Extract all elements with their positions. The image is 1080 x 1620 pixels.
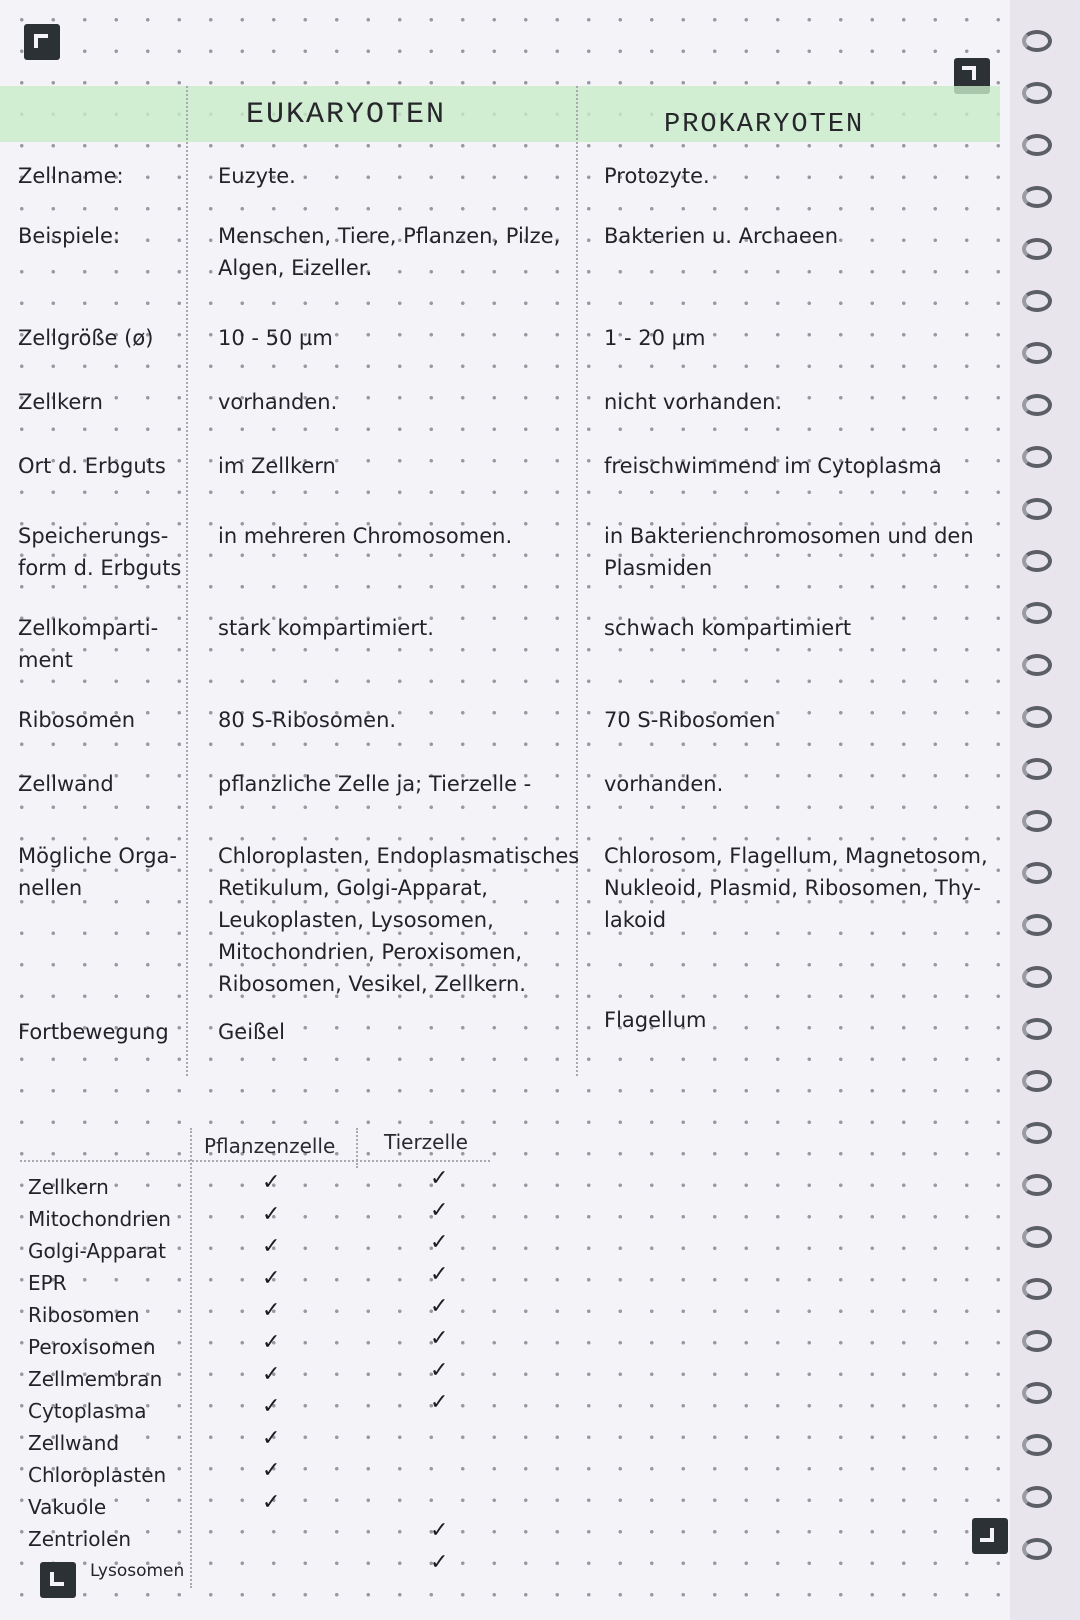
- spiral-ring-icon: [1022, 966, 1052, 988]
- eukaryoten-value: Algen, Eizeller.: [218, 256, 373, 280]
- spiral-ring-icon: [1022, 654, 1052, 676]
- organelle-name: Peroxisomen: [28, 1335, 156, 1359]
- check-mark-icon: ✓: [262, 1330, 281, 1355]
- organelle-table-divider: [190, 1128, 192, 1588]
- check-mark-icon: ✓: [262, 1394, 281, 1419]
- spiral-ring-icon: [1022, 602, 1052, 624]
- row-label: form d. Erbguts: [18, 556, 182, 580]
- check-mark-icon: ✓: [262, 1362, 281, 1387]
- organelle-table-rule: [20, 1160, 490, 1162]
- eukaryoten-value: in mehreren Chromosomen.: [218, 524, 513, 548]
- eukaryoten-value: Ribosomen, Vesikel, Zellkern.: [218, 972, 526, 996]
- eukaryoten-value: 80 S-Ribosomen.: [218, 708, 397, 732]
- check-mark-icon: ✓: [430, 1326, 449, 1351]
- organelle-name: Zentriolen: [28, 1527, 132, 1551]
- eukaryoten-value: Euzyte.: [218, 164, 296, 188]
- row-label: nellen: [18, 876, 83, 900]
- row-label: Beispiele:: [18, 224, 121, 248]
- spiral-ring-icon: [1022, 1018, 1052, 1040]
- eukaryoten-value: Leukoplasten, Lysosomen,: [218, 908, 494, 932]
- prokaryoten-value: Protozyte.: [604, 164, 710, 188]
- check-mark-icon: ✓: [430, 1390, 449, 1415]
- spiral-ring-icon: [1022, 290, 1052, 312]
- check-mark-icon: ✓: [262, 1458, 281, 1483]
- row-label: Ribosomen: [18, 708, 136, 732]
- row-label: Zellwand: [18, 772, 114, 796]
- spiral-ring-icon: [1022, 1382, 1052, 1404]
- column-divider: [186, 86, 188, 1076]
- prokaryoten-value: Bakterien u. Archaeen: [604, 224, 839, 248]
- prokaryoten-value: nicht vorhanden.: [604, 390, 783, 414]
- eukaryoten-value: Retikulum, Golgi-Apparat,: [218, 876, 488, 900]
- row-label: Speicherungs-: [18, 524, 169, 548]
- spiral-ring-icon: [1022, 810, 1052, 832]
- spiral-ring-icon: [1022, 1330, 1052, 1352]
- prokaryoten-value: Chlorosom, Flagellum, Magnetosom,: [604, 844, 988, 868]
- check-mark-icon: ✓: [262, 1202, 281, 1227]
- prokaryoten-value: Flagellum: [604, 1008, 707, 1032]
- spiral-ring-icon: [1022, 1278, 1052, 1300]
- prokaryoten-value: vorhanden.: [604, 772, 724, 796]
- organelle-name: Zellmembran: [28, 1367, 163, 1391]
- spiral-ring-icon: [1022, 1122, 1052, 1144]
- organelle-name: Zellwand: [28, 1431, 120, 1455]
- header-prokaryoten: PROKARYOTEN: [664, 110, 865, 140]
- eukaryoten-value: Mitochondrien, Peroxisomen,: [218, 940, 523, 964]
- check-mark-icon: ✓: [430, 1198, 449, 1223]
- column-divider: [576, 86, 578, 1076]
- spiral-ring-icon: [1022, 1434, 1052, 1456]
- spiral-ring-icon: [1022, 446, 1052, 468]
- row-label: Zellname:: [18, 164, 124, 188]
- prokaryoten-value: schwach kompartimiert: [604, 616, 852, 640]
- eukaryoten-value: 10 - 50 µm: [218, 326, 333, 350]
- spiral-ring-icon: [1022, 82, 1052, 104]
- organelle-name: Golgi-Apparat: [28, 1239, 166, 1263]
- organelle-name: Mitochondrien: [28, 1207, 171, 1231]
- check-mark-icon: ✓: [262, 1170, 281, 1195]
- spiral-ring-icon: [1022, 238, 1052, 260]
- eukaryoten-value: vorhanden.: [218, 390, 338, 414]
- eukaryoten-value: Menschen, Tiere, Pflanzen, Pilze,: [218, 224, 561, 248]
- check-mark-icon: ✓: [430, 1230, 449, 1255]
- prokaryoten-value: freischwimmend im Cytoplasma: [604, 454, 942, 478]
- organelle-name: Ribosomen: [28, 1303, 140, 1327]
- header-eukaryoten: EUKARYOTEN: [246, 98, 447, 132]
- check-mark-icon: ✓: [262, 1234, 281, 1259]
- header-tierzelle: Tierzelle: [384, 1130, 468, 1154]
- organelle-name: Chloroplasten: [28, 1463, 167, 1487]
- eukaryoten-value: pflanzliche Zelle ja; Tierzelle -: [218, 772, 532, 796]
- spiral-ring-icon: [1022, 134, 1052, 156]
- row-label: Zellkern: [18, 390, 103, 414]
- check-mark-icon: ✓: [262, 1266, 281, 1291]
- check-mark-icon: ✓: [430, 1166, 449, 1191]
- check-mark-icon: ✓: [430, 1518, 449, 1543]
- spiral-ring-icon: [1022, 862, 1052, 884]
- organelle-name: EPR: [28, 1271, 67, 1295]
- eukaryoten-value: Geißel: [218, 1020, 286, 1044]
- spiral-ring-icon: [1022, 186, 1052, 208]
- organelle-table-divider: [356, 1128, 358, 1168]
- eukaryoten-value: stark kompartimiert.: [218, 616, 434, 640]
- check-mark-icon: ✓: [430, 1262, 449, 1287]
- spiral-ring-icon: [1022, 706, 1052, 728]
- prokaryoten-value: lakoid: [604, 908, 667, 932]
- row-label: ment: [18, 648, 73, 672]
- row-label: Zellgröße (ø): [18, 326, 154, 350]
- spiral-ring-icon: [1022, 342, 1052, 364]
- row-label: Fortbewegung: [18, 1020, 169, 1044]
- organelle-name: Cytoplasma: [28, 1399, 147, 1423]
- corner-bracket-icon: [972, 1518, 1008, 1554]
- row-label: Zellkomparti-: [18, 616, 159, 640]
- spiral-ring-icon: [1022, 1486, 1052, 1508]
- check-mark-icon: ✓: [430, 1550, 449, 1575]
- check-mark-icon: ✓: [430, 1358, 449, 1383]
- row-label: Ort d. Erbguts: [18, 454, 166, 478]
- spiral-ring-icon: [1022, 550, 1052, 572]
- spiral-ring-icon: [1022, 394, 1052, 416]
- prokaryoten-value: Nukleoid, Plasmid, Ribosomen, Thy-: [604, 876, 981, 900]
- prokaryoten-value: 1 - 20 µm: [604, 326, 706, 350]
- check-mark-icon: ✓: [262, 1490, 281, 1515]
- check-mark-icon: ✓: [262, 1298, 281, 1323]
- corner-bracket-icon: [24, 24, 60, 60]
- organelle-name: Vakuole: [28, 1495, 107, 1519]
- row-label: Mögliche Orga-: [18, 844, 177, 868]
- eukaryoten-value: Chloroplasten, Endoplasmatisches: [218, 844, 580, 868]
- spiral-ring-icon: [1022, 498, 1052, 520]
- header-pflanzenzelle: Pflanzenzelle: [204, 1134, 336, 1158]
- organelle-name: Lysosomen: [90, 1561, 185, 1581]
- spiral-ring-icon: [1022, 1174, 1052, 1196]
- spiral-ring-icon: [1022, 1538, 1052, 1560]
- spiral-ring-icon: [1022, 1070, 1052, 1092]
- prokaryoten-value: 70 S-Ribosomen: [604, 708, 776, 732]
- corner-bracket-icon: [40, 1562, 76, 1598]
- organelle-name: Zellkern: [28, 1175, 109, 1199]
- spiral-binding-icon: [1016, 30, 1076, 1590]
- eukaryoten-value: im Zellkern: [218, 454, 336, 478]
- spiral-ring-icon: [1022, 30, 1052, 52]
- spiral-ring-icon: [1022, 758, 1052, 780]
- prokaryoten-value: in Bakterienchromosomen und den: [604, 524, 974, 548]
- check-mark-icon: ✓: [262, 1426, 281, 1451]
- prokaryoten-value: Plasmiden: [604, 556, 713, 580]
- spiral-ring-icon: [1022, 914, 1052, 936]
- check-mark-icon: ✓: [430, 1294, 449, 1319]
- spiral-ring-icon: [1022, 1226, 1052, 1248]
